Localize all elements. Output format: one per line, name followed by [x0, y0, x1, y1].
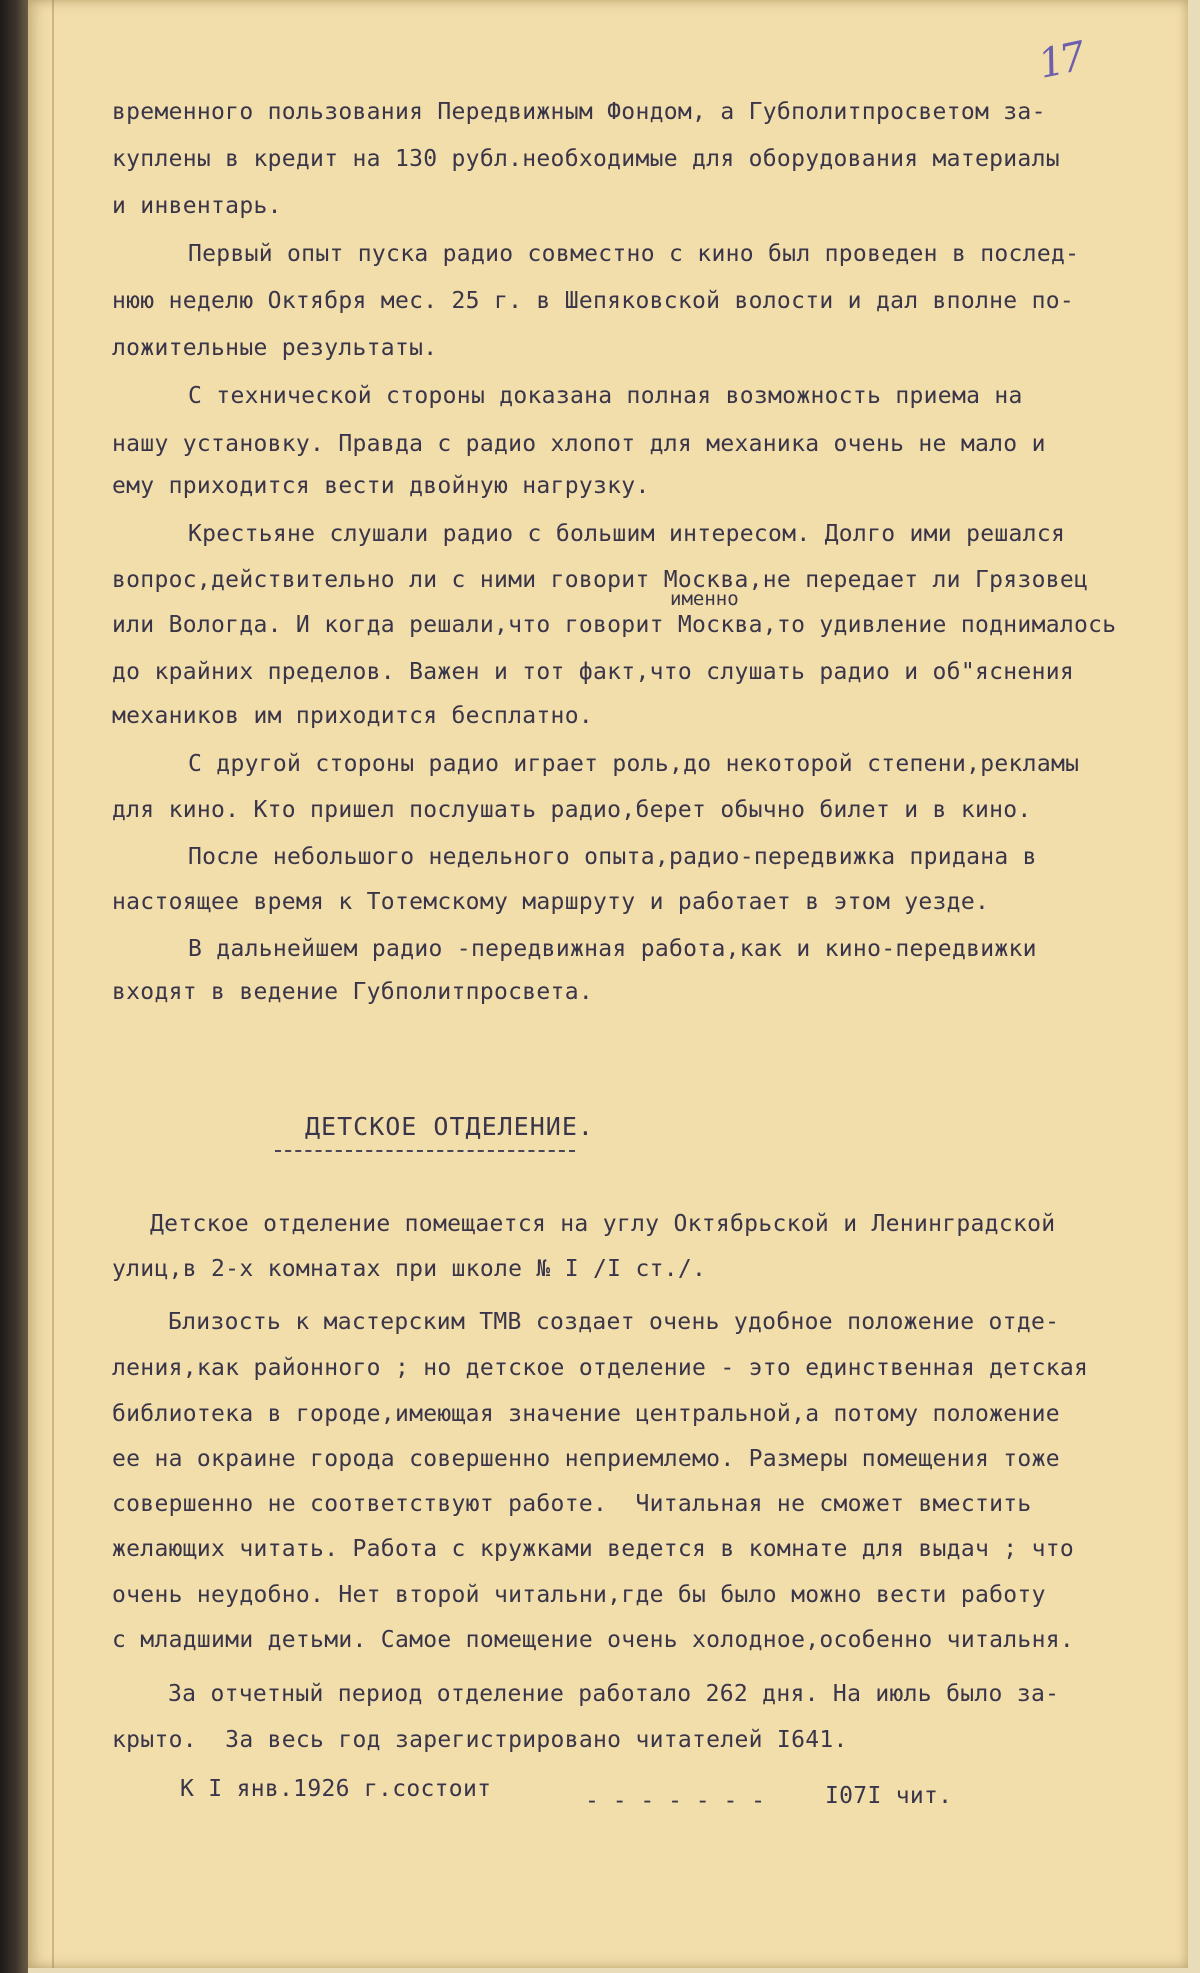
text-line: желающих читать. Работа с кружками ведется в комнате для выдач ; что — [112, 1536, 1075, 1562]
book-binding — [0, 0, 28, 1973]
text-line: куплены в кредит на 130 рубл.необходимые для оборудования материалы — [112, 146, 1060, 172]
text-line: настоящее время к Тотемскому маршруту и работает в этом уезде. — [112, 889, 990, 915]
text-line: ему приходится вести двойную нагрузку. — [112, 473, 650, 499]
text-line: нюю неделю Октября мес. 25 г. в Шепяковской волости и дал вполне по- — [112, 288, 1075, 314]
text-line: входят в ведение Губполитпросвета. — [112, 979, 594, 1005]
text-line: нашу установку. Правда с радио хлопот для механика очень не мало и — [112, 431, 1046, 457]
text-line: временного пользования Передвижным Фондом, а Губполитпросветом за- — [112, 99, 1046, 125]
heading-underline — [275, 1150, 575, 1152]
text-line: улиц,в 2-х комнатах при школе № I /I ст./. — [112, 1256, 707, 1282]
text-line: ее на окраине города совершенно неприемлемо. Размеры помещения тоже — [112, 1446, 1060, 1472]
text-line: За отчетный период отделение работало 262 дня. На июль было за- — [168, 1681, 1060, 1707]
text-line: Крестьяне слушали радио с большим интересом. Долго ими решался — [188, 521, 1066, 547]
text-line: В дальнейшем радио -передвижная работа,как и кино-передвижки — [188, 936, 1037, 962]
text-line: ления,как районного ; но детское отделение - это единственная детская — [112, 1355, 1089, 1381]
folio-number: 17 — [1034, 33, 1086, 88]
text-line: совершенно не соответствуют работе. Читальная не сможет вместить — [112, 1491, 1032, 1517]
text-line: или Вологда. И когда решали,что говорит Москва,то удивление поднималось — [112, 612, 1117, 638]
text-line: крыто. За весь год зарегистрировано читателей I641. — [112, 1727, 848, 1753]
text-line: После небольшого недельного опыта,радио-передвижка придана в — [188, 844, 1037, 870]
text-line: I07I чит. — [825, 1783, 953, 1809]
text-line: вопрос,действительно ли с ними говорит Москва,не передает ли Грязовец — [112, 567, 1089, 593]
page-fold — [52, 0, 54, 1968]
section-heading: ДЕТСКОЕ ОТДЕЛЕНИЕ. — [305, 1112, 594, 1141]
text-line: до крайних пределов. Важен и тот факт,что слушать радио и об"яснения — [112, 659, 1075, 685]
dash-leader: - - - - - - - — [585, 1788, 766, 1814]
text-line: С технической стороны доказана полная возможность приема на — [188, 383, 1023, 409]
handwritten-insertion: именно — [670, 588, 739, 610]
text-line: библиотека в городе,имеющая значение центральной,а потому положение — [112, 1401, 1060, 1427]
text-line: механиков им приходится бесплатно. — [112, 703, 594, 729]
text-line: К I янв.1926 г.состоит — [180, 1776, 492, 1802]
text-line: для кино. Кто пришел послушать радио,берет обычно билет и в кино. — [112, 797, 1032, 823]
text-line: очень неудобно. Нет второй читальни,где бы было можно вести работу — [112, 1582, 1046, 1608]
text-line: ложительные результаты. — [112, 335, 438, 361]
text-line: Первый опыт пуска радио совместно с кино был проведен в послед- — [188, 241, 1080, 267]
text-line: Детское отделение помещается на углу Октябрьской и Ленинградской — [150, 1211, 1056, 1237]
text-line: С другой стороны радио играет роль,до некоторой степени,рекламы — [188, 751, 1080, 777]
text-line: с младшими детьми. Самое помещение очень холодное,особенно читальня. — [112, 1627, 1075, 1653]
text-line: Близость к мастерским ТМВ создает очень удобное положение отде- — [168, 1309, 1060, 1335]
text-line: и инвентарь. — [112, 193, 282, 219]
